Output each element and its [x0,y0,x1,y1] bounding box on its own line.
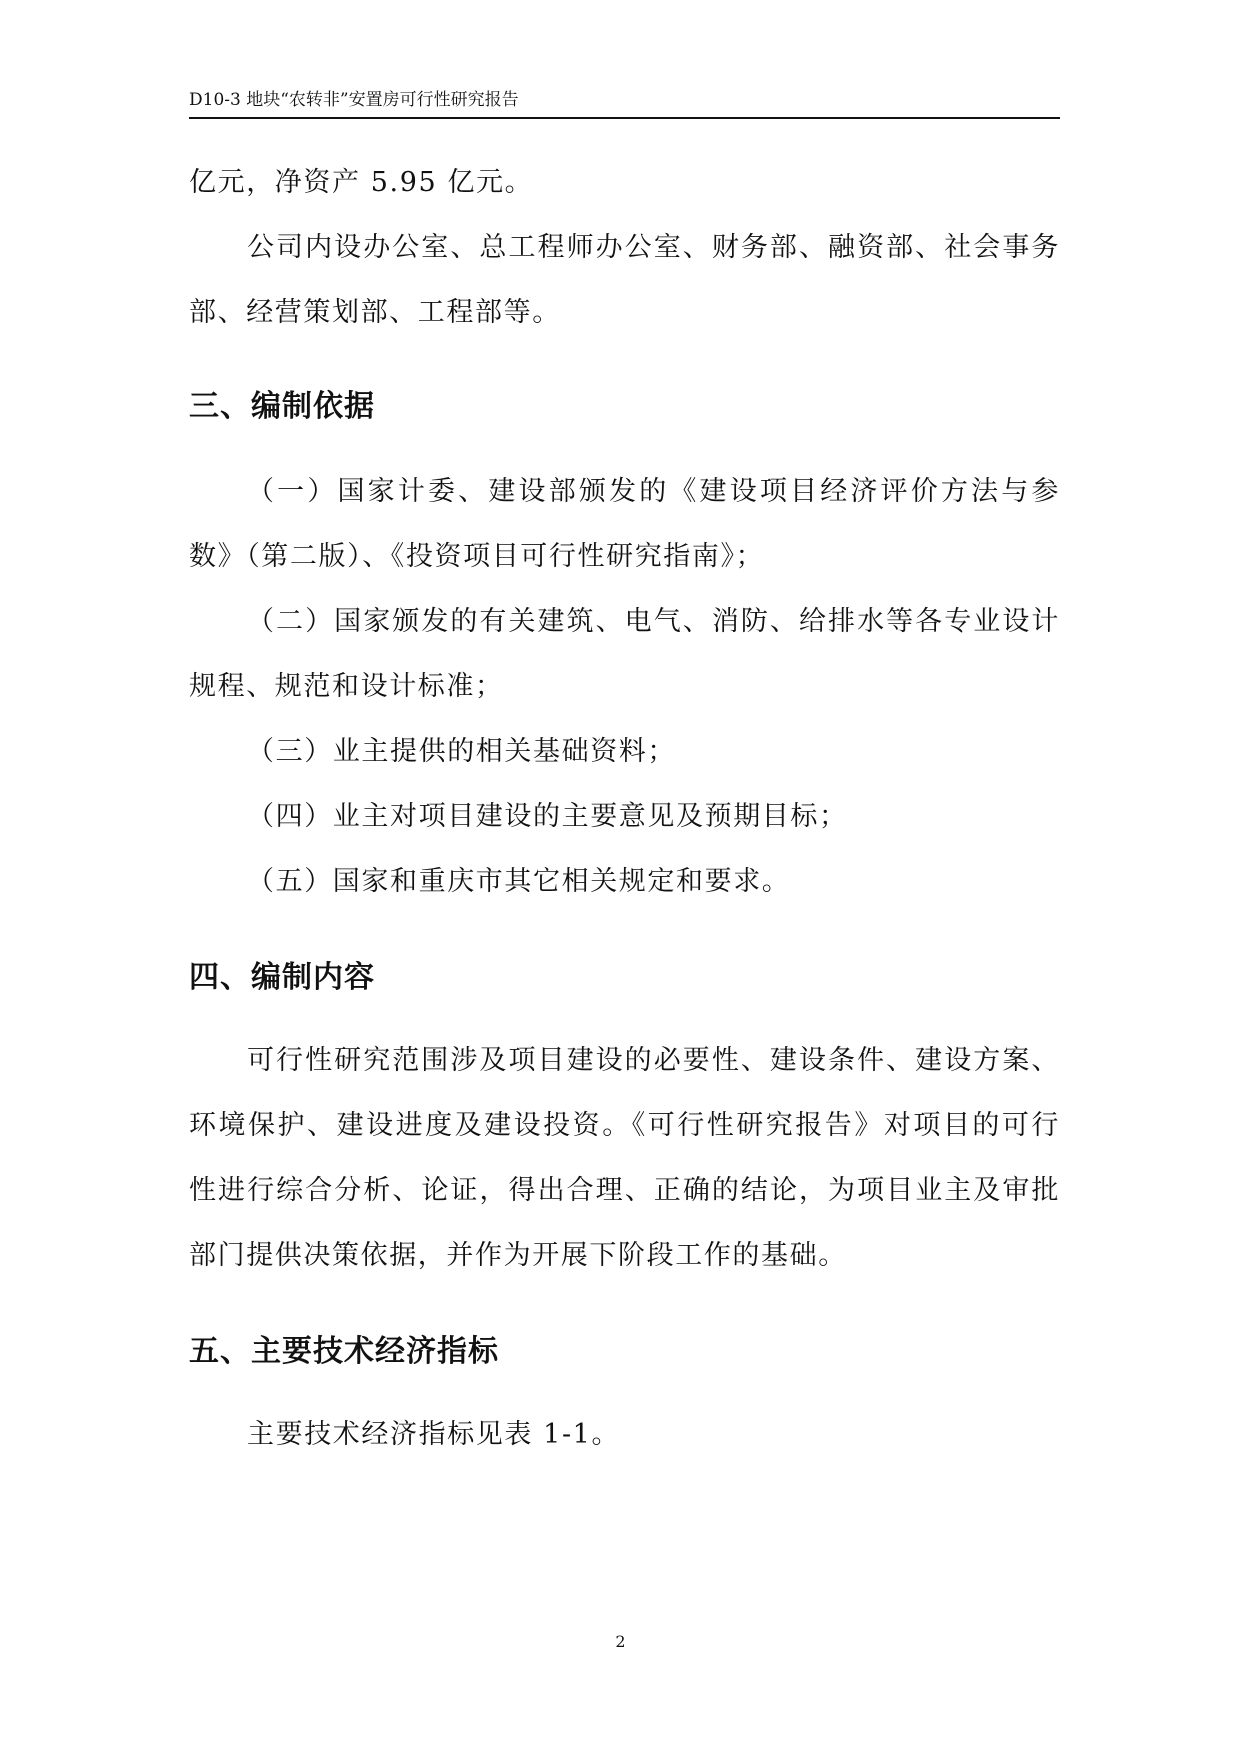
basis-item-1: （一）国家计委、建设部颁发的《建设项目经济评价方法与参数》（第二版）、《投资项目可行性研究指南》； [189,476,1060,572]
basis-item-2: （二）国家颁发的有关建筑、电气、消防、给排水等各专业设计规程、规范和设计标准； [189,606,1060,702]
section-heading-4: 四、编制内容 [189,960,375,995]
basis-item-5: （五）国家和重庆市其它相关规定和要求。 [247,866,791,897]
paragraph-indicators: 主要技术经济指标见表 1-1。 [247,1419,621,1450]
page-number: 2 [615,1632,626,1651]
paragraph-continued: 亿元，净资产 5.95 亿元。 [189,167,534,198]
running-header: D10-3 地块“农转非”安置房可行性研究报告 [189,90,519,110]
paragraph-scope: 可行性研究范围涉及项目建设的必要性、建设条件、建设方案、环境保护、建设进度及建设投资。《可行性研究报告》对项目的可行性进行综合分析、论证，得出合理、正确的结论，为项目业主及审批部门提供决策依据，并作为开展下阶段工作的基础。 [189,1045,1060,1271]
page-content [189,150,1060,1467]
basis-item-4: （四）业主对项目建设的主要意见及预期目标； [247,801,848,832]
basis-item-3: （三）业主提供的相关基础资料； [247,736,676,767]
section-heading-5: 五、主要技术经济指标 [189,1334,499,1369]
paragraph-departments: 公司内设办公室、总工程师办公室、财务部、融资部、社会事务部、经营策划部、工程部等。 [189,232,1060,328]
header-rule [189,117,1060,119]
section-heading-3: 三、编制依据 [189,389,375,424]
